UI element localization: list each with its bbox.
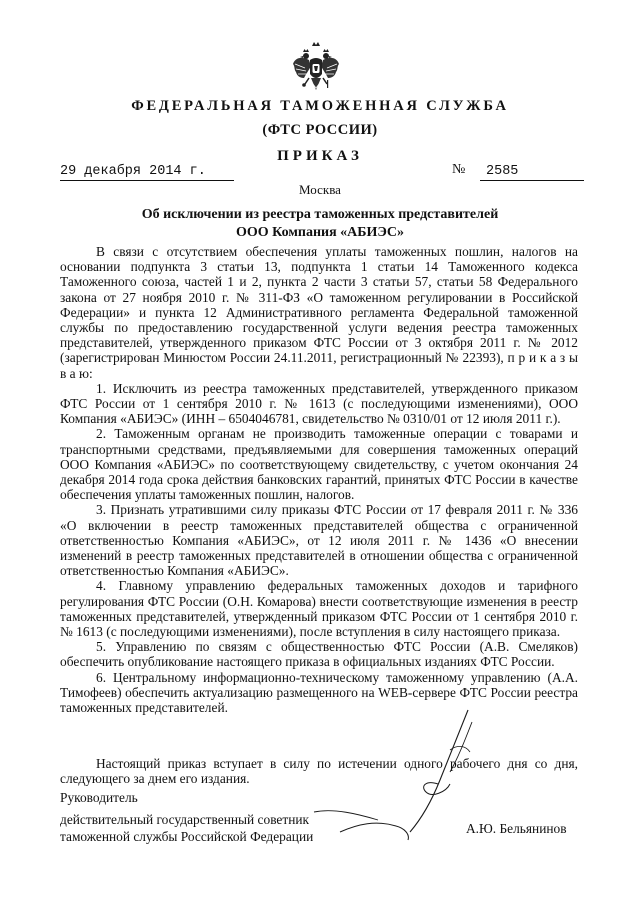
item-2-paragraph: 2. Таможенным органам не производить таможенные операции с товарами и транспортными средствами, предъявляемыми для совершения таможенных операций ООО Компания «АБИЭС» по соответствующему свидетельству, с учетом окончания 24 декабря 2014 года срока действия банковских гарантий, принятых ФТС России в качестве обеспечения уплаты таможенных пошлин, налогов. [60,426,578,503]
closing-paragraph: Настоящий приказ вступает в силу по истечении одного рабочего дня со дня, следующего за днем его издания. [60,756,578,787]
signer-position-line-2: действительный государственный советник [60,811,310,827]
number-label: № [452,162,466,177]
item-3-paragraph: 3. Признать утратившими силу приказы ФТС России от 17 февраля 2011 г. № 336 «О включении в реестр таможенных представителей общества с ограниченной ответственностью Компания «АБИЭС», от 12 июля 2011 г. № 1436 «О внесении изменений в реестр таможенных представителей в отношении общества с ограниченной ответственностью Компания «АБИЭС». [60,502,578,579]
item-4-paragraph: 4. Главному управлению федеральных таможенных доходов и тарифного регулирования ФТС России (О.Н. Комарова) внести соответствующие изменения в реестр таможенных представителей, утвержденный приказом ФТС России от 1 сентября 2010 г. № 1613 (с последующими изменениями), после вступления в силу настоящего приказа. [60,578,578,640]
order-title [0,206,640,242]
order-body [60,244,578,715]
order-title-line-2: ООО Компания «АБИЭС» [235,225,405,240]
item-5-paragraph: 5. Управлению по связям с общественностью ФТС России (А.В. Смеляков) обеспечить опубликование настоящего приказа в официальных изданиях ФТС России. [60,639,578,670]
order-date: 29 декабря 2014 г. [60,164,234,181]
item-1-paragraph: 1. Исключить из реестра таможенных представителей, утвержденного приказом ФТС России от 1 сентября 2010 г. № 1613 (с последующими изменениями), ООО Компания «АБИЭС» (ИНН – 6504046781, свидетельство № 0310/01 от 12 июля 2011 г.). [60,380,578,427]
order-number: 2585 [480,164,584,181]
org-name: ФЕДЕРАЛЬНАЯ ТАМОЖЕННАЯ СЛУЖБА [131,98,509,114]
signer-name: А.Ю. Бельянинов [466,821,567,836]
city: Москва [299,182,341,197]
preamble-paragraph: В связи с отсутствием обеспечения уплаты таможенных пошлин, налогов на основании подпункта 3 статьи 13, подпункта 1 статьи 14 Таможенного кодекса Таможенного союза, частей 1 и 2, пункта 2 части 3 статьи 57, статьи 58 Федерального закона от 27 ноября 2010 г. № 311-ФЗ «О таможенном регулировании в Российской Федерации» и пункта 12 Административного регламента Федеральной таможенной службы по предоставлению государственной услуги ведения реестра таможенных представителей, утвержденного приказом ФТС России от 3 октября 2011 г. № 2012 (зарегистрирован Минюстом России 24.11.2011, регистрационный № 22393), п р и к а з ы в а ю: [60,244,578,381]
handwritten-signature-icon [300,700,520,850]
signer-position-line-3: таможенной службы Российской Федерации [60,829,314,844]
org-short-name: (ФТС РОССИИ) [262,122,378,138]
signer-position-line-1: Руководитель [60,790,138,805]
doc-type: ПРИКАЗ [277,148,363,164]
order-title-line-1: Об исключении из реестра таможенных представителей [141,207,499,222]
eagle-emblem-icon [291,40,341,94]
item-6-paragraph: 6. Центральному информационно-техническому таможенному управлению (А.А. Тимофеев) обеспечить актуализацию размещенного на WEB-сервере ФТС России реестра таможенных представителей. [60,669,578,716]
